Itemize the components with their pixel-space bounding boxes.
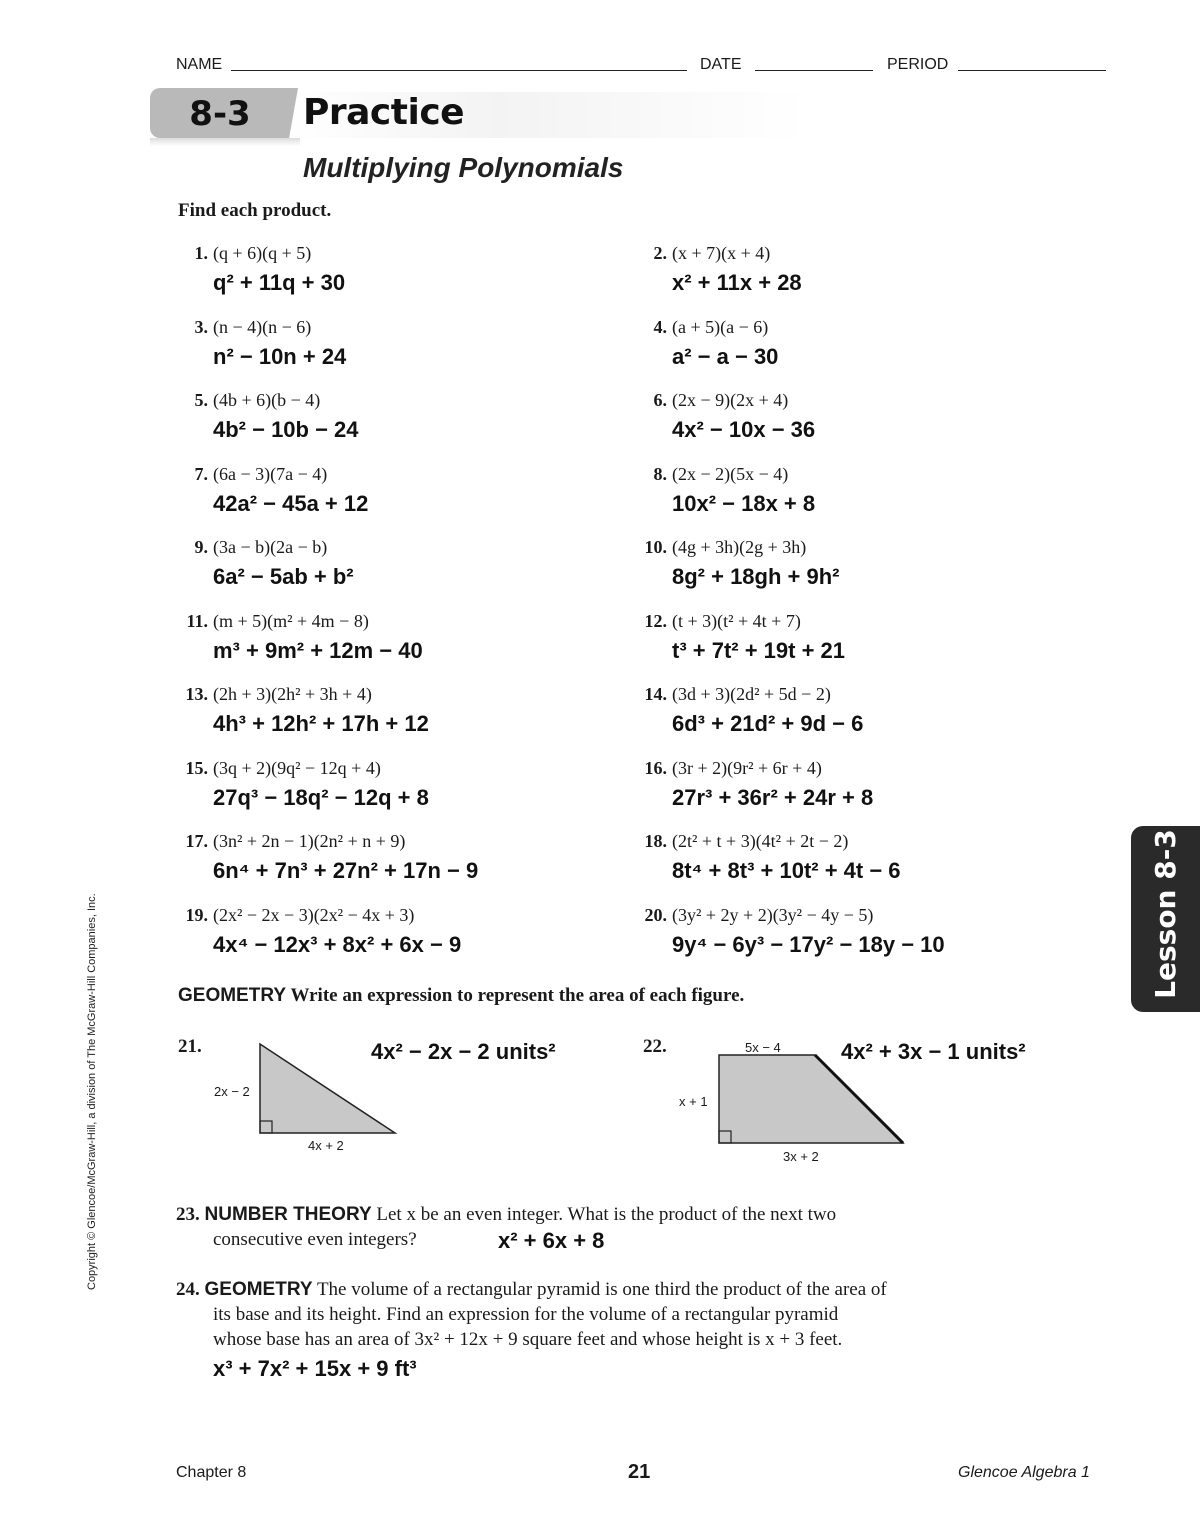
problem-15 [168,758,381,779]
problem-18-answer: 8t⁴ + 8t³ + 10t² + 4t − 6 [672,858,901,883]
problem-24-line2: its base and its height. Find an expression for the volume of a rectangular pyramid [213,1304,839,1325]
problem-14 [627,684,831,705]
problem-number: 1. [194,243,208,263]
problem-number: 17. [185,831,208,851]
problem-22-number: 22. [643,1036,667,1057]
problem-6 [627,390,788,411]
problem-number: 2. [653,243,667,263]
triangle-base-label: 4x + 2 [308,1138,344,1153]
problem-4-answer: a² − a − 30 [672,343,779,369]
problem-21-number: 21. [178,1036,202,1057]
trapezoid-side-label: x + 1 [679,1094,708,1109]
trapezoid-top-label: 5x − 4 [745,1040,781,1055]
problem-expression: (t + 3)(t² + 4t + 7) [672,610,801,631]
heading-shadow [150,138,300,146]
problem-number: 15. [185,757,208,778]
problem-number: 7. [194,463,208,484]
problem-number: 20. [644,904,667,925]
problem-23-answer: x² + 6x + 8 [498,1228,605,1253]
lesson-side-tab-label: Lesson 8-3 [1149,829,1182,999]
problem-number: 8. [653,463,667,484]
problem-expression: (q + 6)(q + 5) [213,243,312,263]
problem-23-number: 23. [176,1204,200,1225]
page-number: 21 [628,1461,651,1483]
problem-expression: (2t² + t + 3)(4t² + 2t − 2) [672,831,849,851]
problem-3 [168,317,311,338]
problem-expression: (2x² − 2x − 3)(2x² − 4x + 3) [213,904,415,925]
problem-8 [627,464,788,485]
problem-expression: (2x − 9)(2x + 4) [672,390,789,410]
problem-7 [168,464,327,485]
triangle-side-label: 2x − 2 [214,1084,250,1099]
problem-9-answer: 6a² − 5ab + b² [213,564,354,589]
geometry-keyword: GEOMETRY [178,985,287,1006]
date-field-line[interactable] [755,70,873,71]
problem-expression: (x + 7)(x + 4) [672,243,771,263]
problem-7-answer: 42a² − 45a + 12 [213,490,369,516]
problem-12-answer: t³ + 7t² + 19t + 21 [672,637,846,663]
problem-expression: (6a − 3)(7a − 4) [213,463,328,484]
problem-13-answer: 4h³ + 12h² + 17h + 12 [213,711,429,736]
problem-9 [168,537,327,558]
problem-11 [168,611,369,632]
problem-23-line2: consecutive even integers? [213,1229,417,1250]
problem-expression: (3q + 2)(9q² − 12q + 4) [213,757,381,778]
problem-number: 11. [186,610,208,631]
page-title: Practice [303,92,465,133]
problem-23 [176,1202,1076,1227]
problem-expression: (3a − b)(2a − b) [213,537,328,557]
problem-2 [627,243,770,264]
problem-expression: (3d + 3)(2d² + 5d − 2) [672,684,831,704]
problem-1-answer: q² + 11q + 30 [213,270,346,295]
problem-10 [627,537,806,558]
problem-number: 9. [194,537,208,557]
problem-number: 18. [644,831,667,851]
problem-14-answer: 6d³ + 21d² + 9d − 6 [672,711,864,736]
problem-15-answer: 27q³ − 18q² − 12q + 8 [213,784,429,810]
problem-8-answer: 10x² − 18x + 8 [672,490,816,516]
problem-3-answer: n² − 10n + 24 [213,343,347,369]
problem-13 [168,684,372,705]
problem-number: 5. [194,390,208,410]
problem-expression: (a + 5)(a − 6) [672,316,769,337]
problem-16 [627,758,822,779]
problem-23-line1: Let x be an even integer. What is the product of the next two [376,1204,837,1225]
problem-expression: (3n² + 2n − 1)(2n² + n + 9) [213,831,406,851]
problem-number: 6. [653,390,667,410]
problem-18 [627,831,848,852]
problem-number: 19. [185,904,208,925]
problem-expression: (3y² + 2y + 2)(3y² − 4y − 5) [672,904,874,925]
problem-10-answer: 8g² + 18gh + 9h² [672,564,840,589]
problem-19-answer: 4x⁴ − 12x³ + 8x² + 6x − 9 [213,931,462,957]
problem-16-answer: 27r³ + 36r² + 24r + 8 [672,784,874,810]
geometry-keyword-24: GEOMETRY [204,1279,313,1300]
problem-expression: (m + 5)(m² + 4m − 8) [213,610,369,631]
problem-number: 13. [185,684,208,704]
period-field-line[interactable] [958,70,1106,71]
geometry-instructions: Write an expression to represent the area of each figure. [290,985,745,1006]
problem-expression: (4g + 3h)(2g + 3h) [672,537,807,557]
instructions: Find each product. [178,200,332,221]
date-label: DATE [700,56,742,73]
problem-5-answer: 4b² − 10b − 24 [213,417,359,442]
problem-22-answer: 4x² + 3x − 1 units² [841,1039,1026,1064]
trapezoid-shape [719,1055,903,1143]
problem-number: 16. [644,757,667,778]
problem-number: 3. [194,316,208,337]
problem-5 [168,390,320,411]
problem-number: 4. [653,316,667,337]
lesson-number: 8-3 [189,94,251,134]
problem-expression: (4b + 6)(b − 4) [213,390,321,410]
footer-book-title: Glencoe Algebra 1 [958,1464,1090,1481]
problem-19 [168,905,414,926]
copyright-notice: Copyright © Glencoe/McGraw-Hill, a division of The McGraw-Hill Companies, Inc. [86,893,98,1290]
page-subtitle: Multiplying Polynomials [303,152,624,183]
problem-20-answer: 9y⁴ − 6y³ − 17y² − 18y − 10 [672,931,945,957]
problem-6-answer: 4x² − 10x − 36 [672,417,816,442]
problem-4 [627,317,768,338]
problem-expression: (2h + 3)(2h² + 3h + 4) [213,684,372,704]
problem-21-answer: 4x² − 2x − 2 units² [371,1039,556,1064]
problem-24-answer: x³ + 7x² + 15x + 9 ft³ [213,1356,417,1381]
problem-20 [627,905,873,926]
number-theory-keyword: NUMBER THEORY [204,1204,372,1225]
period-label: PERIOD [887,56,949,73]
problem-11-answer: m³ + 9m² + 12m − 40 [213,637,423,663]
problem-expression: (3r + 2)(9r² + 6r + 4) [672,757,822,778]
name-label: NAME [176,56,223,73]
problem-2-answer: x² + 11x + 28 [672,270,802,295]
problem-12 [627,611,801,632]
problem-number: 14. [644,684,667,704]
problem-24-number: 24. [176,1279,200,1300]
problem-17-answer: 6n⁴ + 7n³ + 27n² + 17n − 9 [213,858,479,883]
problem-24-line3: whose base has an area of 3x² + 12x + 9 square feet and whose height is x + 3 feet. [213,1329,843,1350]
name-field-line[interactable] [231,70,687,71]
problem-number: 12. [644,610,667,631]
problem-1 [168,243,311,264]
trapezoid-base-label: 3x + 2 [783,1149,819,1164]
footer-chapter: Chapter 8 [176,1464,247,1481]
problem-expression: (n − 4)(n − 6) [213,316,312,337]
problem-expression: (2x − 2)(5x − 4) [672,463,789,484]
problem-17 [168,831,405,852]
problem-24 [176,1277,1116,1302]
problem-24-line1: The volume of a rectangular pyramid is one third the product of the area of [316,1279,887,1300]
geometry-heading [178,985,744,1007]
problem-number: 10. [644,537,667,557]
